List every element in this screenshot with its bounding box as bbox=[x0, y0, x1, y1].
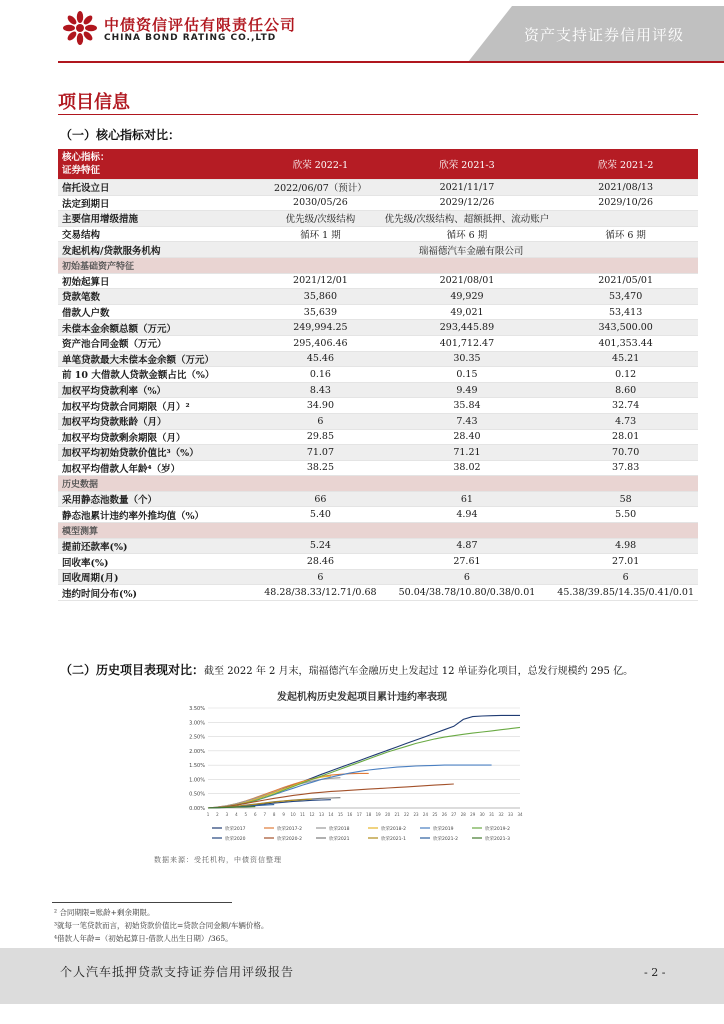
y-tick-label: 2.50% bbox=[189, 734, 205, 741]
x-tick-label: 19 bbox=[375, 812, 381, 817]
legend-label: 欣荣2019 bbox=[433, 827, 454, 832]
row-label: 交易结构 bbox=[58, 226, 244, 242]
row-value: 优先级/次级结构 bbox=[244, 211, 380, 227]
legend-label: 欣荣2019-2 bbox=[485, 827, 510, 832]
header-label-line1: 核心指标： bbox=[62, 152, 110, 163]
row-value: 28.01 bbox=[553, 429, 698, 445]
row-value: 6 bbox=[244, 413, 380, 429]
row-value: 循环 6 期 bbox=[553, 226, 698, 242]
row-value: 401,353.44 bbox=[553, 335, 698, 351]
row-value: 45.46 bbox=[244, 351, 380, 367]
row-value: 循环 1 期 bbox=[244, 226, 380, 242]
legend-label: 欣荣2021-2 bbox=[433, 837, 458, 842]
row-value: 71.21 bbox=[381, 445, 554, 461]
row-value: 45.38/39.85/14.35/0.41/0.01 bbox=[553, 585, 698, 601]
table-row bbox=[58, 304, 698, 320]
row-value: 29.85 bbox=[244, 429, 380, 445]
table-row bbox=[58, 429, 698, 445]
series-line bbox=[208, 727, 520, 808]
chart-title: 发起机构历史发起项目累计违约率表现 bbox=[277, 692, 447, 703]
row-value: 5.50 bbox=[553, 507, 698, 523]
series-line bbox=[208, 784, 454, 808]
footnote-3: ³就每一笔贷款而言，初始贷款价值比=贷款合同金额/车辆价格。 bbox=[54, 921, 269, 930]
x-tick-label: 32 bbox=[498, 812, 504, 817]
row-value: 2021/11/17 bbox=[381, 180, 554, 196]
row-value: 2030/05/26 bbox=[244, 195, 380, 211]
table-row bbox=[58, 367, 698, 383]
table-header-label bbox=[58, 149, 244, 180]
x-tick-label: 29 bbox=[470, 812, 476, 817]
table-row bbox=[58, 180, 698, 196]
legend-label: 欣荣2021-1 bbox=[381, 837, 406, 842]
table-section-title: 初始基础资产特征 bbox=[58, 257, 698, 273]
column-header: 欣荣 2021-3 bbox=[381, 149, 554, 180]
section-title: 项目信息 bbox=[58, 92, 130, 113]
row-value: 32.74 bbox=[553, 398, 698, 414]
x-tick-label: 4 bbox=[235, 812, 238, 817]
row-value: 295,406.46 bbox=[244, 335, 380, 351]
cumulative-default-rate-chart bbox=[170, 702, 530, 850]
row-label: 回收周期(月) bbox=[58, 569, 244, 585]
row-value: 38.02 bbox=[381, 460, 554, 476]
legend-label: 欣荣2020-2 bbox=[277, 837, 302, 842]
row-value: 30.35 bbox=[381, 351, 554, 367]
legend-label: 欣荣2020 bbox=[225, 837, 246, 842]
company-name-en: CHINA BOND RATING CO.,LTD bbox=[104, 33, 277, 43]
row-label: 加权平均贷款利率（%） bbox=[58, 382, 244, 398]
row-value: 249,994.25 bbox=[244, 320, 380, 336]
x-tick-label: 18 bbox=[366, 812, 372, 817]
row-label: 加权平均贷款账龄（月） bbox=[58, 413, 244, 429]
row-value: 38.25 bbox=[244, 460, 380, 476]
row-value: 2029/10/26 bbox=[553, 195, 698, 211]
table-row bbox=[58, 320, 698, 336]
column-header: 欣荣 2021-2 bbox=[553, 149, 698, 180]
row-label: 借款人户数 bbox=[58, 304, 244, 320]
x-tick-label: 14 bbox=[328, 812, 334, 817]
row-value: 71.07 bbox=[244, 445, 380, 461]
row-label: 信托设立日 bbox=[58, 180, 244, 196]
x-tick-label: 24 bbox=[422, 812, 429, 817]
x-tick-label: 33 bbox=[507, 812, 514, 817]
table-row bbox=[58, 491, 698, 507]
table-row bbox=[58, 273, 698, 289]
row-value: 293,445.89 bbox=[381, 320, 554, 336]
row-value: 2021/12/01 bbox=[244, 273, 380, 289]
row-label: 采用静态池数量（个） bbox=[58, 491, 244, 507]
company-logo-icon bbox=[62, 10, 98, 46]
row-value: 28.40 bbox=[381, 429, 554, 445]
row-value: 28.46 bbox=[244, 554, 380, 570]
x-tick-label: 7 bbox=[263, 812, 267, 817]
row-value: 53,470 bbox=[553, 289, 698, 305]
legend-label: 欣荣2018-2 bbox=[381, 827, 406, 832]
footnote-4: ⁴借款人年龄=（初始起算日-借款人出生日期）/365。 bbox=[54, 934, 233, 943]
row-value: 27.61 bbox=[381, 554, 554, 570]
table-row bbox=[58, 335, 698, 351]
x-tick-label: 3 bbox=[225, 812, 229, 817]
row-label: 资产池合同金额（万元） bbox=[58, 335, 244, 351]
row-value: 61 bbox=[381, 491, 554, 507]
x-tick-label: 22 bbox=[403, 812, 410, 817]
row-label: 加权平均贷款剩余期限（月） bbox=[58, 429, 244, 445]
x-tick-label: 9 bbox=[282, 812, 285, 817]
footer-report-title: 个人汽车抵押贷款支持证券信用评级报告 bbox=[60, 965, 295, 979]
y-tick-label: 3.50% bbox=[189, 706, 205, 712]
company-name-cn: 中债资信评估有限责任公司 bbox=[104, 16, 297, 34]
row-label: 加权平均初始贷款价值比³（%） bbox=[58, 445, 244, 461]
x-tick-label: 30 bbox=[479, 812, 485, 817]
row-value: 34.90 bbox=[244, 398, 380, 414]
row-value: 4.73 bbox=[553, 413, 698, 429]
row-value: 35,860 bbox=[244, 289, 380, 305]
table-row bbox=[58, 289, 698, 305]
y-tick-label: 3.00% bbox=[189, 720, 205, 727]
header-banner-text: 资产支持证券信用评级 bbox=[524, 26, 685, 44]
row-value: 66 bbox=[244, 491, 380, 507]
core-metrics-table bbox=[58, 149, 698, 601]
row-value: 4.94 bbox=[381, 507, 554, 523]
section-divider bbox=[58, 114, 698, 115]
row-value: 37.83 bbox=[553, 460, 698, 476]
row-value: 6 bbox=[244, 569, 380, 585]
table-row bbox=[58, 351, 698, 367]
row-value: 5.40 bbox=[244, 507, 380, 523]
y-tick-label: 1.00% bbox=[189, 777, 205, 784]
row-value: 2021/08/01 bbox=[381, 273, 554, 289]
x-tick-label: 16 bbox=[347, 812, 353, 817]
row-value: 2022/06/07（预计） bbox=[244, 180, 380, 196]
row-value: 70.70 bbox=[553, 445, 698, 461]
legend-label: 欣荣2017 bbox=[225, 827, 246, 832]
table-row bbox=[58, 554, 698, 570]
row-label: 未偿本金余额总额（万元） bbox=[58, 320, 244, 336]
row-value: 5.24 bbox=[244, 538, 380, 554]
row-label: 前 10 大借款人贷款金额占比（%） bbox=[58, 367, 244, 383]
page-header bbox=[0, 0, 724, 62]
y-tick-label: 0.00% bbox=[189, 806, 205, 812]
x-tick-label: 8 bbox=[272, 812, 276, 817]
header-label-line2: 证券特征 bbox=[62, 165, 101, 176]
legend-label: 欣荣2021-3 bbox=[485, 837, 510, 842]
table-row bbox=[58, 382, 698, 398]
row-label: 初始起算日 bbox=[58, 273, 244, 289]
series-line bbox=[208, 715, 520, 808]
table-section-title: 历史数据 bbox=[58, 476, 698, 492]
subsection-title-history bbox=[60, 661, 633, 678]
footnote-divider bbox=[52, 902, 232, 903]
table-header-row bbox=[58, 149, 698, 180]
x-tick-label: 17 bbox=[356, 812, 362, 817]
row-value: 8.60 bbox=[553, 382, 698, 398]
row-value: 4.87 bbox=[381, 538, 554, 554]
table-row bbox=[58, 445, 698, 461]
x-tick-label: 1 bbox=[206, 812, 210, 817]
x-tick-label: 13 bbox=[318, 812, 325, 817]
row-value: 8.43 bbox=[244, 382, 380, 398]
table-section-row bbox=[58, 476, 698, 492]
row-value: 0.15 bbox=[381, 367, 554, 383]
row-value: 53,413 bbox=[553, 304, 698, 320]
table-row bbox=[58, 538, 698, 554]
x-tick-label: 11 bbox=[299, 812, 306, 817]
y-tick-label: 0.50% bbox=[189, 791, 205, 798]
row-value-span: 瑞福德汽车金融有限公司 bbox=[244, 242, 698, 258]
row-label: 法定到期日 bbox=[58, 195, 244, 211]
row-label: 违约时间分布(%) bbox=[58, 585, 244, 601]
row-label: 单笔贷款最大未偿本金余额（万元） bbox=[58, 351, 244, 367]
subsection-history-text: 截至 2022 年 2 月末，瑞福德汽车金融历史上发起过 12 单证券化项目，总发行规模约 295 亿。 bbox=[204, 666, 634, 677]
row-value: 27.01 bbox=[553, 554, 698, 570]
table-row bbox=[58, 569, 698, 585]
legend-label: 欣荣2018 bbox=[329, 827, 350, 832]
row-value: 50.04/38.78/10.80/0.38/0.01 bbox=[381, 585, 554, 601]
row-value: 2021/08/13 bbox=[553, 180, 698, 196]
chart-source: 数据来源：受托机构，中债资信整理 bbox=[154, 856, 282, 864]
row-value: 6 bbox=[553, 569, 698, 585]
table-row bbox=[58, 226, 698, 242]
row-value: 2029/12/26 bbox=[381, 195, 554, 211]
row-value: 2021/05/01 bbox=[553, 273, 698, 289]
page-number: - 2 - bbox=[644, 966, 666, 979]
row-value: 58 bbox=[553, 491, 698, 507]
row-value: 6 bbox=[381, 569, 554, 585]
row-label: 发起机构/贷款服务机构 bbox=[58, 242, 244, 258]
y-tick-label: 1.50% bbox=[189, 763, 205, 770]
x-tick-label: 31 bbox=[489, 812, 495, 817]
table-section-title: 模型测算 bbox=[58, 523, 698, 539]
row-label: 加权平均贷款合同期限（月）² bbox=[58, 398, 244, 414]
row-value: 48.28/38.33/12.71/0.68 bbox=[244, 585, 380, 601]
legend-label: 欣荣2017-2 bbox=[277, 827, 302, 832]
footnote-2: ² 合同期限=账龄+剩余期限。 bbox=[54, 908, 155, 917]
header-divider bbox=[58, 61, 724, 63]
table-row bbox=[58, 460, 698, 476]
table-row bbox=[58, 211, 698, 227]
table-section-row bbox=[58, 523, 698, 539]
table-row bbox=[58, 507, 698, 523]
row-label: 主要信用增级措施 bbox=[58, 211, 244, 227]
row-value: 35,639 bbox=[244, 304, 380, 320]
row-label: 静态池累计违约率外推均值（%） bbox=[58, 507, 244, 523]
row-value: 9.49 bbox=[381, 382, 554, 398]
row-label: 提前还款率(%) bbox=[58, 538, 244, 554]
row-label: 加权平均借款人年龄⁴（岁） bbox=[58, 460, 244, 476]
x-tick-label: 20 bbox=[385, 812, 391, 817]
x-tick-label: 34 bbox=[517, 812, 523, 817]
x-tick-label: 5 bbox=[244, 812, 248, 817]
x-tick-label: 21 bbox=[394, 812, 400, 817]
row-value: 0.12 bbox=[553, 367, 698, 383]
table-section-row bbox=[58, 257, 698, 273]
x-tick-label: 25 bbox=[432, 812, 438, 817]
row-value: 循环 6 期 bbox=[381, 226, 554, 242]
x-tick-label: 10 bbox=[290, 812, 296, 817]
table-row bbox=[58, 585, 698, 601]
table-row bbox=[58, 242, 698, 258]
legend-label: 欣荣2021 bbox=[329, 837, 350, 842]
row-label: 贷款笔数 bbox=[58, 289, 244, 305]
subsection-history-heading: （二）历史项目表现对比： bbox=[60, 663, 205, 677]
row-value: 7.43 bbox=[381, 413, 554, 429]
row-value: 45.21 bbox=[553, 351, 698, 367]
x-tick-label: 15 bbox=[337, 812, 343, 817]
x-tick-label: 26 bbox=[441, 812, 447, 817]
x-tick-label: 27 bbox=[451, 812, 457, 817]
row-label: 回收率(%) bbox=[58, 554, 244, 570]
row-value: 0.16 bbox=[244, 367, 380, 383]
x-tick-label: 6 bbox=[253, 812, 257, 817]
row-value: 35.84 bbox=[381, 398, 554, 414]
table-row bbox=[58, 398, 698, 414]
table-row bbox=[58, 195, 698, 211]
x-tick-label: 2 bbox=[216, 812, 219, 817]
x-tick-label: 28 bbox=[460, 812, 466, 817]
subsection-title-core-metrics: （一）核心指标对比： bbox=[60, 128, 181, 142]
row-value: 343,500.00 bbox=[553, 320, 698, 336]
row-value: 49,929 bbox=[381, 289, 554, 305]
row-value bbox=[553, 211, 698, 227]
table-row bbox=[58, 413, 698, 429]
row-value: 优先级/次级结构、超额抵押、流动账户 bbox=[381, 211, 554, 227]
row-value: 401,712.47 bbox=[381, 335, 554, 351]
x-tick-label: 23 bbox=[413, 812, 419, 817]
row-value: 49,021 bbox=[381, 304, 554, 320]
x-tick-label: 12 bbox=[309, 812, 315, 817]
y-tick-label: 2.00% bbox=[189, 748, 205, 755]
row-value: 4.98 bbox=[553, 538, 698, 554]
column-header: 欣荣 2022-1 bbox=[244, 149, 380, 180]
